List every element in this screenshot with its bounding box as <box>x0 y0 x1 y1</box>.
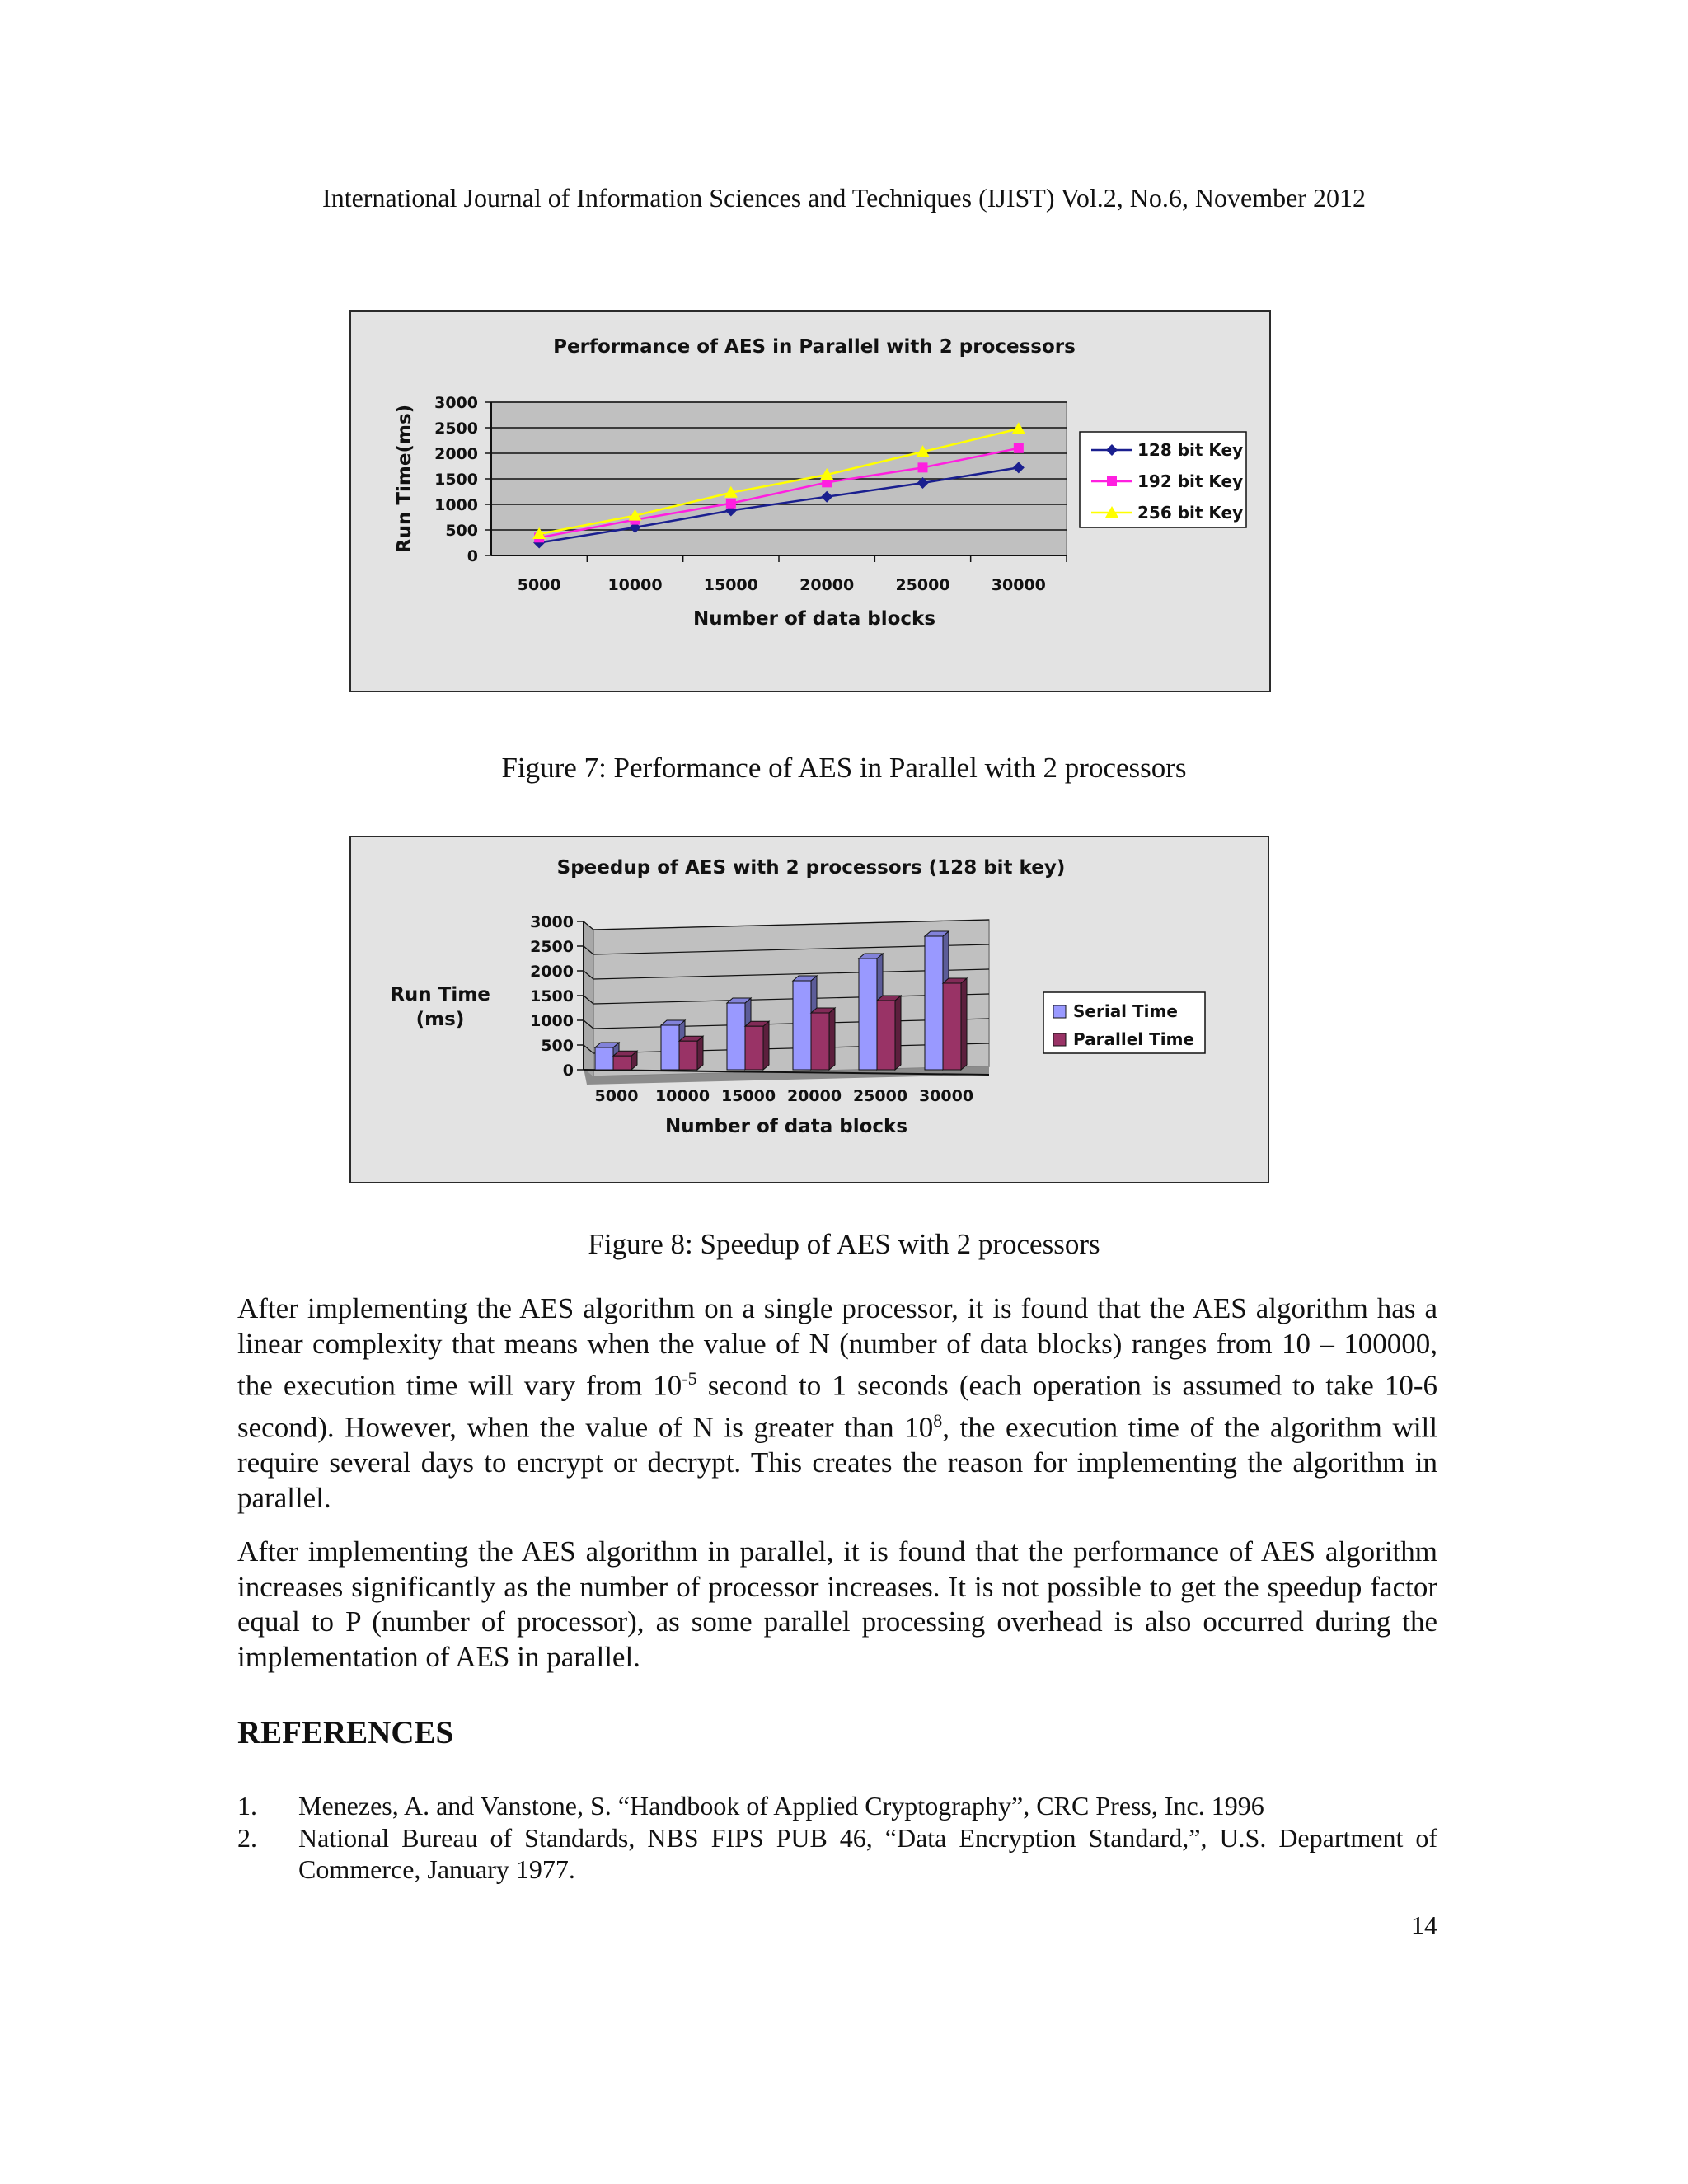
y-tick-label: 1500 <box>530 987 574 1005</box>
y-tick-label: 0 <box>467 547 478 565</box>
page-number: 14 <box>1411 1910 1437 1940</box>
x-tick-label: 25000 <box>852 1087 908 1105</box>
y-axis-label: Run Time(ms) <box>394 404 415 554</box>
bar-side <box>961 978 967 1070</box>
legend <box>1043 992 1205 1053</box>
x-tick-label: 20000 <box>799 576 855 594</box>
paragraph-1-text-a: After implementing the AES algorithm on a single processor, it is found that the AES algorithm has a linear complexity that means when the value of N (number of data blocks) ranges from 10 – 100000, the execution time will vary from 10 <box>237 1292 1437 1402</box>
y-tick-label: 0 <box>562 1062 574 1080</box>
reference-number: 1. <box>237 1791 257 1821</box>
reference-number: 2. <box>237 1822 257 1853</box>
figure-8-chart <box>349 836 1269 1183</box>
reference-text: Menezes, A. and Vanstone, S. “Handbook of Applied Cryptography”, CRC Press, Inc. 1996 <box>298 1791 1264 1821</box>
y-tick-label: 1000 <box>530 1012 574 1030</box>
y-tick-label: 500 <box>445 522 478 540</box>
bar-parallel-time <box>613 1056 631 1070</box>
x-tick-label: 15000 <box>720 1087 776 1105</box>
paragraph-1-text-b: second to 1 seconds (each operation is assumed to take 10-6 second). However, when the value of N is greater than 10 <box>237 1369 1437 1444</box>
x-tick-label: 15000 <box>703 576 758 594</box>
y-tick-label: 1500 <box>434 471 478 489</box>
y-axis-label-line: (ms) <box>415 1009 465 1030</box>
y-tick-label: 2000 <box>434 445 478 463</box>
y-tick-label: 2000 <box>530 963 574 981</box>
body-paragraph-2: After implementing the AES algorithm in parallel, it is found that the performance of AES algorithm increases significantly as the number of processor increases. It is not possible to get the speedup factor equal to P (number of processor), as some parallel processing overhead is also occurred during the implementation of AES in parallel. <box>237 1535 1437 1673</box>
reference-item <box>237 1790 1437 1822</box>
y-tick-label: 2500 <box>434 419 478 438</box>
x-tick-label: 5000 <box>594 1087 639 1105</box>
x-axis-label: Number of data blocks <box>664 1116 908 1137</box>
chart-title: Performance of AES in Parallel with 2 processors <box>553 336 1076 358</box>
bar-serial-time <box>595 1047 613 1070</box>
x-tick-label: 5000 <box>517 576 561 594</box>
figure-8-caption: Figure 8: Speedup of AES with 2 processors <box>588 1228 1100 1260</box>
bar-serial-time <box>793 981 811 1070</box>
line-chart-svg <box>351 312 1273 694</box>
bar-parallel-time <box>943 983 961 1070</box>
reference-item <box>237 1822 1437 1886</box>
y-tick-label: 3000 <box>434 394 478 412</box>
plot-side-wall <box>584 921 593 1076</box>
data-point <box>918 462 928 472</box>
body-paragraph-1 <box>237 1291 1437 1516</box>
legend <box>1080 432 1246 527</box>
legend-label: Serial Time <box>1073 1001 1178 1021</box>
bar-serial-time <box>727 1003 745 1070</box>
data-point <box>1014 443 1024 453</box>
bar-chart-svg <box>351 837 1271 1185</box>
references-heading: REFERENCES <box>237 1715 454 1750</box>
y-axis-label <box>390 984 490 1030</box>
bar-parallel-time <box>679 1041 697 1070</box>
bar-serial-time <box>661 1025 679 1070</box>
legend-label: 256 bit Key <box>1137 503 1244 523</box>
bar-side <box>829 1008 835 1070</box>
x-tick-label: 30000 <box>991 576 1046 594</box>
y-tick-label: 2500 <box>530 938 574 956</box>
bar-parallel-time <box>877 1001 895 1070</box>
bar-parallel-time <box>811 1013 829 1070</box>
y-axis-label-line: Run Time <box>390 984 490 1005</box>
reference-text: National Bureau of Standards, NBS FIPS PUB 46, “Data Encryption Standard,”, U.S. Department of Commerce, January 1977. <box>298 1822 1437 1884</box>
legend-label: 128 bit Key <box>1137 440 1244 460</box>
legend-swatch <box>1053 1033 1066 1046</box>
bar-serial-time <box>859 958 877 1070</box>
x-tick-label: 30000 <box>918 1087 974 1105</box>
y-tick-label: 500 <box>541 1037 574 1055</box>
bar-parallel-time <box>745 1026 763 1070</box>
superscript-exponent-a: -5 <box>682 1368 697 1389</box>
legend-label: Parallel Time <box>1073 1029 1194 1049</box>
x-tick-label: 10000 <box>607 576 663 594</box>
chart-title: Speedup of AES with 2 processors (128 bit key) <box>556 857 1066 879</box>
references-list <box>237 1790 1437 1886</box>
figure-7-caption: Figure 7: Performance of AES in Parallel with 2 processors <box>501 752 1187 784</box>
superscript-exponent-b: 8 <box>933 1410 943 1432</box>
x-tick-label: 20000 <box>786 1087 842 1105</box>
bar-side <box>895 996 901 1070</box>
running-header: International Journal of Information Sciences and Techniques (IJIST) Vol.2, No.6, November 2012 <box>322 183 1366 213</box>
x-axis-label: Number of data blocks <box>692 608 936 630</box>
paragraph-1-text-c: , the execution time of the algorithm will require several days to encrypt or decrypt. This creates the reason for implementing the algorithm in parallel. <box>237 1411 1438 1514</box>
bar-side <box>697 1036 703 1070</box>
legend-label: 192 bit Key <box>1137 471 1244 491</box>
data-point <box>726 499 736 509</box>
bar-serial-time <box>925 936 943 1070</box>
figure-7-chart <box>349 310 1271 692</box>
legend-swatch <box>1053 1005 1066 1018</box>
bar-side <box>763 1021 769 1070</box>
x-tick-label: 25000 <box>895 576 950 594</box>
x-tick-label: 10000 <box>654 1087 710 1105</box>
y-tick-label: 1000 <box>434 496 478 514</box>
legend-marker <box>1107 476 1117 486</box>
y-tick-label: 3000 <box>530 913 574 931</box>
